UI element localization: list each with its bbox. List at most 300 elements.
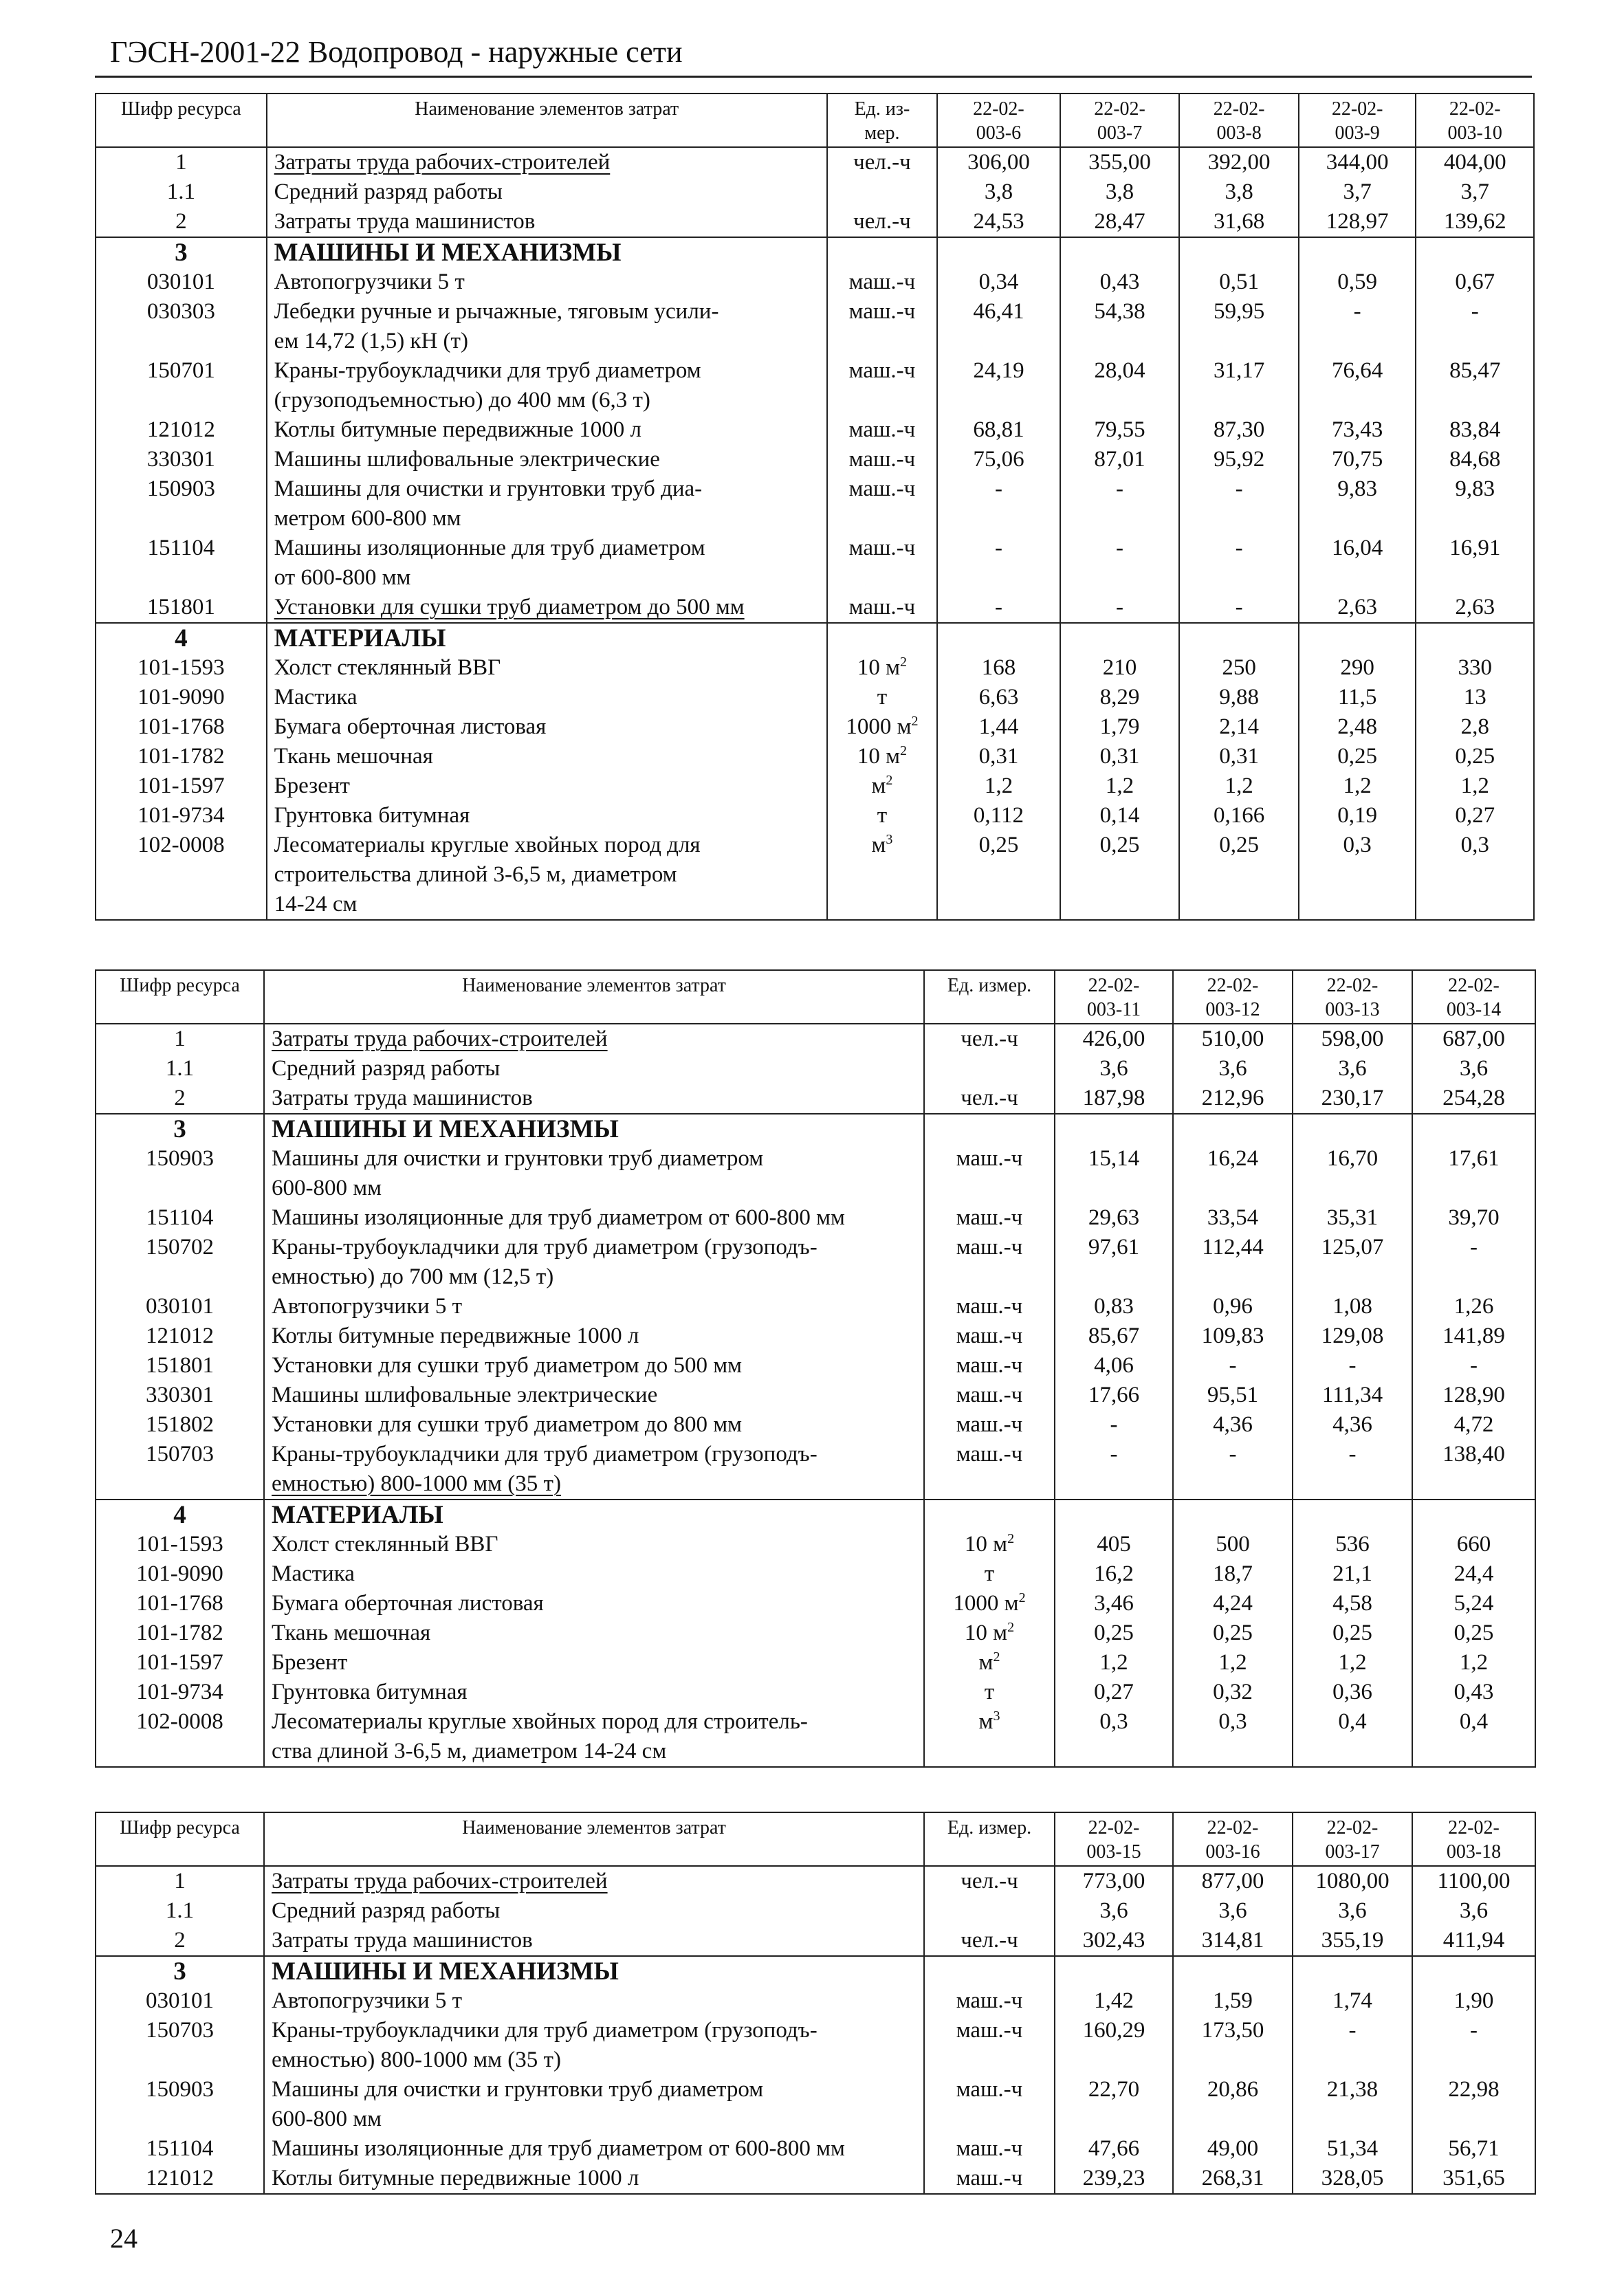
- norm-value: 24,4: [1412, 1559, 1535, 1589]
- table-row: [96, 1530, 1535, 1559]
- norm-value: 95,51: [1173, 1381, 1293, 1410]
- norm-value: [1173, 1114, 1293, 1144]
- norm-value: 0,166: [1179, 801, 1299, 831]
- resource-name: [267, 267, 827, 297]
- norm-value: 33,54: [1173, 1203, 1293, 1233]
- unit-text: м: [978, 1709, 994, 1734]
- table-row: [96, 534, 1534, 593]
- norm-value: 239,23: [1055, 2164, 1173, 2194]
- norm-value: [1060, 237, 1180, 267]
- norm-value: [1293, 1114, 1412, 1144]
- norm-value: 73,43: [1299, 415, 1416, 445]
- norm-value: 660: [1412, 1530, 1535, 1559]
- norm-value: 4,36: [1173, 1410, 1293, 1440]
- norm-value: 79,55: [1060, 415, 1180, 445]
- norm-value: 773,00: [1055, 1866, 1173, 1896]
- header-unit-line: мер.: [864, 122, 900, 144]
- unit-exponent: 2: [1018, 1590, 1026, 1605]
- header-norm-line: 003-10: [1447, 122, 1502, 144]
- resource-name-line: Затраты труда машинистов: [274, 209, 536, 234]
- norm-value: 2,63: [1299, 593, 1416, 623]
- resource-code: 1: [96, 1024, 264, 1054]
- unit: [924, 1530, 1055, 1559]
- norm-value: 0,51: [1179, 267, 1299, 297]
- norm-value: 28,04: [1060, 356, 1180, 415]
- norm-value: 20,86: [1173, 2075, 1293, 2134]
- resource-code: 3: [96, 1114, 264, 1144]
- norm-value: 24,53: [937, 207, 1060, 237]
- unit-text: маш.-ч: [848, 595, 916, 619]
- norm-value: 0,25: [1060, 831, 1180, 920]
- unit: [827, 593, 937, 623]
- unit-text: чел.-ч: [961, 1026, 1018, 1051]
- unit-text: маш.-ч: [956, 2018, 1023, 2043]
- resource-name-line: МАШИНЫ И МЕХАНИЗМЫ: [272, 1115, 619, 1143]
- norm-value: 46,41: [937, 297, 1060, 356]
- resource-name-line: Холст стеклянный ВВГ: [274, 655, 501, 680]
- resource-name-line: Затраты труда рабочих-строителей: [272, 1026, 608, 1051]
- norm-value: 0,3: [1173, 1707, 1293, 1767]
- norm-value: 0,31: [1179, 742, 1299, 771]
- resource-name: [267, 593, 827, 623]
- header-name: Наименование элементов затрат: [264, 1812, 924, 1866]
- norm-value: 141,89: [1412, 1321, 1535, 1351]
- unit: [827, 771, 937, 801]
- norm-value: [1412, 1956, 1535, 1986]
- resource-code: 150703: [96, 2016, 264, 2075]
- unit: [924, 2016, 1055, 2075]
- norm-value: 426,00: [1055, 1024, 1173, 1054]
- norm-value: 95,92: [1179, 445, 1299, 474]
- header-norm-code: [937, 94, 1060, 147]
- table-row: [96, 1233, 1535, 1292]
- norm-value: 598,00: [1293, 1024, 1412, 1054]
- header-unit: [924, 970, 1055, 1024]
- header-norm-line: 22-02-: [973, 98, 1024, 120]
- norm-value: -: [1293, 1440, 1412, 1500]
- resource-code: 1.1: [96, 1896, 264, 1926]
- header-norm-line: 003-11: [1086, 999, 1141, 1020]
- norm-value: 85,47: [1416, 356, 1534, 415]
- unit: [827, 534, 937, 593]
- header-norm-code: [1293, 970, 1412, 1024]
- norm-value: -: [1416, 297, 1534, 356]
- unit: [827, 356, 937, 415]
- unit: [924, 1896, 1055, 1926]
- unit: [924, 1203, 1055, 1233]
- header-norm-code: [1412, 970, 1535, 1024]
- norm-value: 0,3: [1416, 831, 1534, 920]
- resource-name-line: Машины изоляционные для труб диаметром от 600-800 мм: [272, 1205, 845, 1230]
- unit: [827, 297, 937, 356]
- resource-code: 101-1597: [96, 1648, 264, 1678]
- header-name: Наименование элементов затрат: [267, 94, 827, 147]
- resource-name-line: МАТЕРИАЛЫ: [274, 624, 446, 652]
- resource-code: 2: [96, 1084, 264, 1114]
- norm-value: 3,8: [937, 177, 1060, 207]
- unit-text: м: [871, 773, 886, 798]
- header-norm-line: 003-16: [1205, 1841, 1260, 1863]
- resource-name-line: Котлы битумные передвижные 1000 л: [274, 417, 642, 442]
- header-norm-code: [1412, 1812, 1535, 1866]
- table-row: [96, 474, 1534, 534]
- resource-name-line: Автопогрузчики 5 т: [272, 1294, 463, 1319]
- norm-value: 6,63: [937, 683, 1060, 712]
- norm-value: [1179, 623, 1299, 653]
- resource-name: [267, 177, 827, 207]
- norm-value: 17,61: [1412, 1144, 1535, 1203]
- header-norm-line: 22-02-: [1449, 98, 1501, 120]
- table-row: [96, 1114, 1535, 1144]
- resource-name-line: Затраты труда рабочих-строителей: [272, 1869, 608, 1893]
- unit: [827, 712, 937, 742]
- resource-name: [264, 1589, 924, 1618]
- resource-name: [267, 771, 827, 801]
- norm-value: 16,2: [1055, 1559, 1173, 1589]
- unit-text: 10 м: [857, 655, 900, 680]
- norm-value: 129,08: [1293, 1321, 1412, 1351]
- norm-value: [937, 623, 1060, 653]
- resource-code: 030101: [96, 267, 267, 297]
- resource-name-line: Машины изоляционные для труб диаметром: [274, 536, 705, 560]
- unit-exponent: 2: [1007, 1531, 1015, 1546]
- table-row: [96, 356, 1534, 415]
- norm-value: 29,63: [1055, 1203, 1173, 1233]
- table-row: [96, 297, 1534, 356]
- resource-name-line: Грунтовка битумная: [274, 803, 470, 828]
- norm-value: 5,24: [1412, 1589, 1535, 1618]
- resource-name: [264, 2134, 924, 2164]
- resource-code: 030303: [96, 297, 267, 356]
- table-body: [96, 94, 1534, 920]
- unit-text: маш.-ч: [956, 1294, 1023, 1319]
- unit: [924, 1054, 1055, 1084]
- norm-value: 4,24: [1173, 1589, 1293, 1618]
- resource-name-line: ем 14,72 (1,5) кН (т): [274, 329, 468, 353]
- norm-value: 1,2: [1293, 1648, 1412, 1678]
- norm-value: 330: [1416, 653, 1534, 683]
- norm-value: 139,62: [1416, 207, 1534, 237]
- resource-name-line: Грунтовка битумная: [272, 1680, 468, 1704]
- header-row: [96, 94, 1534, 147]
- resource-name: [264, 1618, 924, 1648]
- table-row: [96, 2075, 1535, 2134]
- norm-value: 344,00: [1299, 147, 1416, 177]
- header-norm-line: 003-6: [976, 122, 1022, 144]
- resource-name-line: Машины изоляционные для труб диаметром от 600-800 мм: [272, 2136, 845, 2161]
- norm-value: 500: [1173, 1530, 1293, 1559]
- resource-name-line: Машины для очистки и грунтовки труб диа-: [274, 476, 703, 501]
- norm-value: 4,06: [1055, 1351, 1173, 1381]
- norm-value: -: [1060, 593, 1180, 623]
- header-unit-line: Ед. измер.: [947, 975, 1032, 996]
- resource-code: 101-1768: [96, 712, 267, 742]
- norm-value: 0,19: [1299, 801, 1416, 831]
- table-row: [96, 1410, 1535, 1440]
- norm-value: [1179, 237, 1299, 267]
- norm-value: 2,48: [1299, 712, 1416, 742]
- norm-value: -: [1055, 1440, 1173, 1500]
- norm-value: 0,31: [937, 742, 1060, 771]
- norm-value: 0,59: [1299, 267, 1416, 297]
- header-norm-line: 003-7: [1097, 122, 1143, 144]
- resource-name: [264, 2075, 924, 2134]
- norm-value: 35,31: [1293, 1203, 1412, 1233]
- unit-exponent: 2: [900, 743, 907, 758]
- norm-value: 9,88: [1179, 683, 1299, 712]
- table-row: [96, 1292, 1535, 1321]
- resource-name: [264, 1292, 924, 1321]
- norm-value: -: [1179, 534, 1299, 593]
- norm-value: 22,98: [1412, 2075, 1535, 2134]
- header-norm-code: [1293, 1812, 1412, 1866]
- norm-value: 13: [1416, 683, 1534, 712]
- resource-code: 151802: [96, 1410, 264, 1440]
- unit-text: маш.-ч: [956, 2136, 1023, 2161]
- header-norm-line: 22-02-: [1088, 1817, 1140, 1838]
- norm-value: 0,112: [937, 801, 1060, 831]
- resource-name: [264, 1114, 924, 1144]
- norm-value: 1,2: [1416, 771, 1534, 801]
- norm-value: 536: [1293, 1530, 1412, 1559]
- header-unit: [924, 1812, 1055, 1866]
- norm-value: 47,66: [1055, 2134, 1173, 2164]
- norm-value: 0,14: [1060, 801, 1180, 831]
- resource-name-line: Затраты труда машинистов: [272, 1086, 533, 1110]
- resource-code: 3: [96, 237, 267, 267]
- norm-value: 18,7: [1173, 1559, 1293, 1589]
- norm-value: [1293, 1956, 1412, 1986]
- resource-name-line: Средний разряд работы: [272, 1056, 501, 1081]
- norm-value: 39,70: [1412, 1203, 1535, 1233]
- norm-value: 87,01: [1060, 445, 1180, 474]
- resource-name: [264, 1926, 924, 1956]
- resource-name: [264, 1896, 924, 1926]
- norm-value: 210: [1060, 653, 1180, 683]
- resource-code: 151104: [96, 534, 267, 593]
- unit: [924, 1321, 1055, 1351]
- unit: [827, 742, 937, 771]
- unit-text: чел.-ч: [853, 150, 911, 175]
- header-norm-line: 003-14: [1446, 999, 1502, 1020]
- norm-value: 0,4: [1293, 1707, 1412, 1767]
- resource-code: 150702: [96, 1233, 264, 1292]
- norm-value: 17,66: [1055, 1381, 1173, 1410]
- norm-value: 3,8: [1060, 177, 1180, 207]
- resource-name-line: Мастика: [272, 1561, 355, 1586]
- table: [95, 93, 1535, 921]
- norm-value: 0,25: [1299, 742, 1416, 771]
- norm-value: 24,19: [937, 356, 1060, 415]
- norm-value: 0,36: [1293, 1678, 1412, 1707]
- norm-value: 3,7: [1299, 177, 1416, 207]
- norm-value: [1293, 1500, 1412, 1530]
- resource-name: [264, 1351, 924, 1381]
- header-norm-line: 003-12: [1205, 999, 1260, 1020]
- table-row: [96, 623, 1534, 653]
- norm-value: 3,6: [1293, 1054, 1412, 1084]
- unit: [924, 2134, 1055, 2164]
- resource-name-line: МАШИНЫ И МЕХАНИЗМЫ: [272, 1957, 619, 1986]
- norm-value: 0,43: [1412, 1678, 1535, 1707]
- unit-text: чел.-ч: [961, 1086, 1018, 1110]
- unit: [924, 1381, 1055, 1410]
- norm-value: 0,27: [1416, 801, 1534, 831]
- resource-name-line: Ткань мешочная: [274, 744, 433, 769]
- table-row: [96, 1144, 1535, 1203]
- resource-name: [267, 623, 827, 653]
- resource-name: [264, 1084, 924, 1114]
- table-row: [96, 1024, 1535, 1054]
- resource-name-line: строительства длиной 3-6,5 м, диаметром: [274, 862, 677, 887]
- norm-value: 0,34: [937, 267, 1060, 297]
- table: [95, 1812, 1536, 2195]
- header-norm-line: 22-02-: [1448, 1817, 1500, 1838]
- resource-name: [267, 445, 827, 474]
- norm-value: -: [1412, 2016, 1535, 2075]
- norm-value: 302,43: [1055, 1926, 1173, 1956]
- norm-value: 128,90: [1412, 1381, 1535, 1410]
- norm-value: 16,70: [1293, 1144, 1412, 1203]
- unit: [924, 1926, 1055, 1956]
- unit-text: маш.-ч: [848, 536, 916, 560]
- resource-name-line: Машины для очистки и грунтовки труб диаметром: [272, 1146, 764, 1171]
- norm-value: [1055, 1500, 1173, 1530]
- unit-exponent: 3: [993, 1709, 1000, 1724]
- norm-value: 355,00: [1060, 147, 1180, 177]
- resource-code: 030101: [96, 1292, 264, 1321]
- norm-value: 290: [1299, 653, 1416, 683]
- resource-table-1: [95, 93, 1535, 921]
- unit-exponent: 2: [886, 773, 893, 788]
- norm-value: 1,2: [1299, 771, 1416, 801]
- norm-value: 87,30: [1179, 415, 1299, 445]
- norm-value: 31,17: [1179, 356, 1299, 415]
- resource-code: 150703: [96, 1440, 264, 1500]
- table-row: [96, 2016, 1535, 2075]
- table-row: [96, 683, 1534, 712]
- unit-text: т: [877, 803, 888, 828]
- norm-value: 21,1: [1293, 1559, 1412, 1589]
- table-row: [96, 1203, 1535, 1233]
- resource-code: 102-0008: [96, 831, 267, 920]
- norm-value: 1,2: [1412, 1648, 1535, 1678]
- resource-name-line: ства длиной 3-6,5 м, диаметром 14-24 см: [272, 1739, 667, 1764]
- header-rule: [95, 76, 1532, 78]
- header-norm-line: 22-02-: [1207, 1817, 1259, 1838]
- unit-text: 10 м: [964, 1532, 1008, 1557]
- resource-name-line: Брезент: [272, 1650, 348, 1675]
- norm-value: [1173, 1956, 1293, 1986]
- resource-name-line: Котлы битумные передвижные 1000 л: [272, 1324, 639, 1348]
- unit: [924, 1678, 1055, 1707]
- header-norm-line: 22-02-: [1207, 975, 1259, 996]
- norm-value: 1,2: [1060, 771, 1180, 801]
- norm-value: [1055, 1114, 1173, 1144]
- resource-name: [264, 1559, 924, 1589]
- table-row: [96, 445, 1534, 474]
- header-unit: [827, 94, 937, 147]
- norm-value: -: [1179, 593, 1299, 623]
- resource-name: [264, 1440, 924, 1500]
- norm-value: 3,6: [1412, 1896, 1535, 1926]
- resource-name: [264, 1410, 924, 1440]
- resource-name: [264, 1866, 924, 1896]
- resource-code: 121012: [96, 415, 267, 445]
- header-norm-code: [1416, 94, 1534, 147]
- norm-value: 0,25: [1416, 742, 1534, 771]
- norm-value: 1,2: [1179, 771, 1299, 801]
- norm-value: 15,14: [1055, 1144, 1173, 1203]
- table-row: [96, 1866, 1535, 1896]
- norm-value: 3,6: [1412, 1054, 1535, 1084]
- unit: [827, 683, 937, 712]
- norm-value: [1416, 623, 1534, 653]
- norm-value: 173,50: [1173, 2016, 1293, 2075]
- resource-code: 151801: [96, 1351, 264, 1381]
- unit: [827, 831, 937, 920]
- resource-name: [264, 1678, 924, 1707]
- resource-name-line: 14-24 см: [274, 892, 358, 916]
- norm-value: -: [1293, 1351, 1412, 1381]
- norm-value: [1299, 623, 1416, 653]
- norm-value: -: [1299, 297, 1416, 356]
- table-row: [96, 267, 1534, 297]
- header-norm-code: [1299, 94, 1416, 147]
- resource-code: 101-1593: [96, 1530, 264, 1559]
- norm-value: -: [1060, 474, 1180, 534]
- resource-name: [264, 1530, 924, 1559]
- resource-name-line: Средний разряд работы: [274, 179, 503, 204]
- norm-value: 168: [937, 653, 1060, 683]
- unit: [827, 415, 937, 445]
- header-norm-code: [1055, 1812, 1173, 1866]
- norm-value: 1,08: [1293, 1292, 1412, 1321]
- unit-text: маш.-ч: [956, 1205, 1023, 1230]
- norm-value: 328,05: [1293, 2164, 1412, 2194]
- unit: [924, 2164, 1055, 2194]
- norm-value: 3,6: [1055, 1054, 1173, 1084]
- norm-value: 1,2: [937, 771, 1060, 801]
- norm-value: 56,71: [1412, 2134, 1535, 2164]
- resource-code: 151104: [96, 1203, 264, 1233]
- unit: [827, 207, 937, 237]
- unit-text: маш.-ч: [956, 1412, 1023, 1437]
- header-norm-line: 003-8: [1216, 122, 1262, 144]
- resource-name: [267, 712, 827, 742]
- norm-value: 49,00: [1173, 2134, 1293, 2164]
- header-norm-line: 003-13: [1325, 999, 1380, 1020]
- table-row: [96, 1500, 1535, 1530]
- unit-text: маш.-ч: [956, 2166, 1023, 2190]
- norm-value: 187,98: [1055, 1084, 1173, 1114]
- unit-text: 1000 м: [846, 714, 912, 739]
- resource-name-line: метром 600-800 мм: [274, 506, 461, 531]
- norm-value: 0,25: [1179, 831, 1299, 920]
- norm-value: 1,44: [937, 712, 1060, 742]
- norm-value: 4,58: [1293, 1589, 1412, 1618]
- resource-name-line: Ткань мешочная: [272, 1621, 431, 1645]
- norm-value: 16,91: [1416, 534, 1534, 593]
- unit: [924, 1648, 1055, 1678]
- unit-text: маш.-ч: [848, 447, 916, 472]
- resource-name-line: МАШИНЫ И МЕХАНИЗМЫ: [274, 239, 622, 267]
- resource-name-line: Мастика: [274, 685, 358, 710]
- table-row: [96, 1678, 1535, 1707]
- resource-name: [267, 356, 827, 415]
- resource-name-line: Машины шлифовальные электрические: [274, 447, 660, 472]
- resource-code: 030101: [96, 1986, 264, 2016]
